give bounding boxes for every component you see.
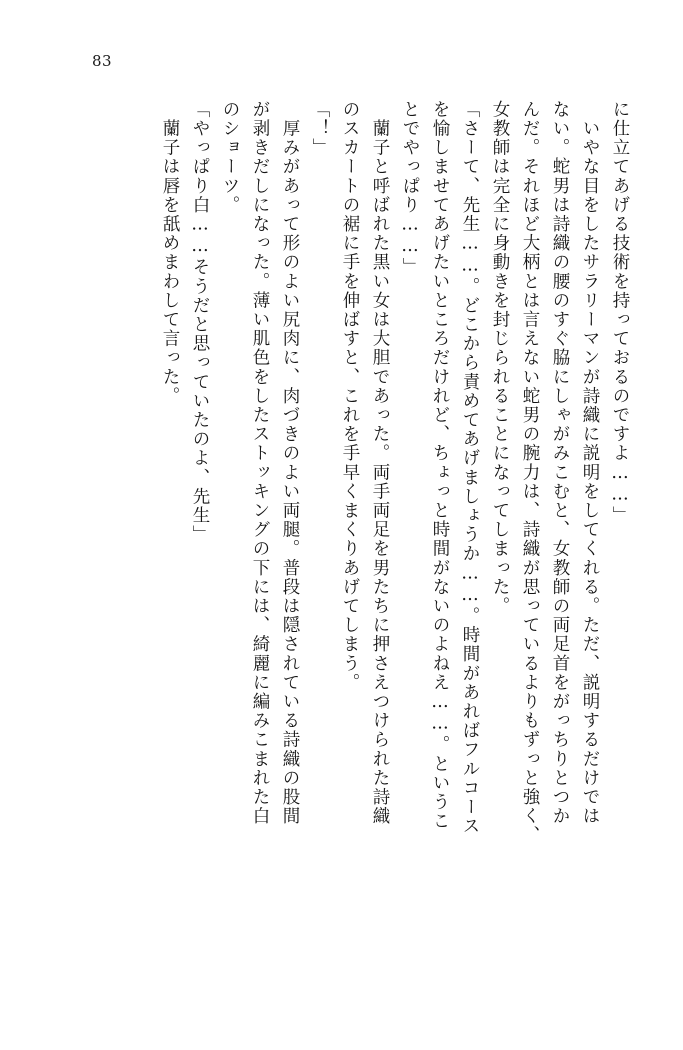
text-line: 女教師は完全に身動きを封じられることになってしまった。 xyxy=(490,100,510,616)
text-line: とでやっぱり……」 xyxy=(400,100,420,277)
body-text xyxy=(60,100,628,990)
text-line: 厚みがあって形のよい尻肉に、肉づきのよい両腿。普段は隠されている詩織の股間 xyxy=(280,100,300,826)
text-line: 「やっぱり白……そうだと思っていたのよ、先生」 xyxy=(190,100,210,545)
text-line: のスカートの裾に手を伸ばすと、これを手早くまくりあげてしまう。 xyxy=(340,100,360,693)
text-line: 蘭子は唇を舐めまわして言った。 xyxy=(160,100,180,406)
text-line: 蘭子と呼ばれた黒い女は大胆であった。両手両足を男たちに押さえつけられた詩織 xyxy=(370,100,390,826)
text-line: 「！」 xyxy=(310,100,330,158)
text-line: んだ。それほど大柄とは言えない蛇男の腕力は、詩織が思っているよりもずっと強く、 xyxy=(520,100,540,845)
text-line: のショーツ。 xyxy=(220,100,240,215)
text-line: ない。蛇男は詩織の腰のすぐ脇にしゃがみこむと、女教師の両足首をがっちりとつか xyxy=(550,100,570,826)
text-line: に仕立てあげる技術を持っておるのですよ……」 xyxy=(610,100,630,526)
text-line: が剥きだしになった。薄い肌色をしたストッキングの下には、綺麗に編みこまれた白 xyxy=(250,100,270,826)
text-line: いやな目をしたサラリーマンが詩織に説明をしてくれる。ただ、説明するだけでは xyxy=(580,100,600,826)
page-number: 83 xyxy=(92,52,113,70)
text-line: を愉しませてあげたいところだけれど、ちょっと時間がないのよねえ……。というこ xyxy=(430,100,450,831)
text-line: 「さーて、先生……。どこから責めてあげましょうか……。時間があればフルコース xyxy=(460,100,480,836)
